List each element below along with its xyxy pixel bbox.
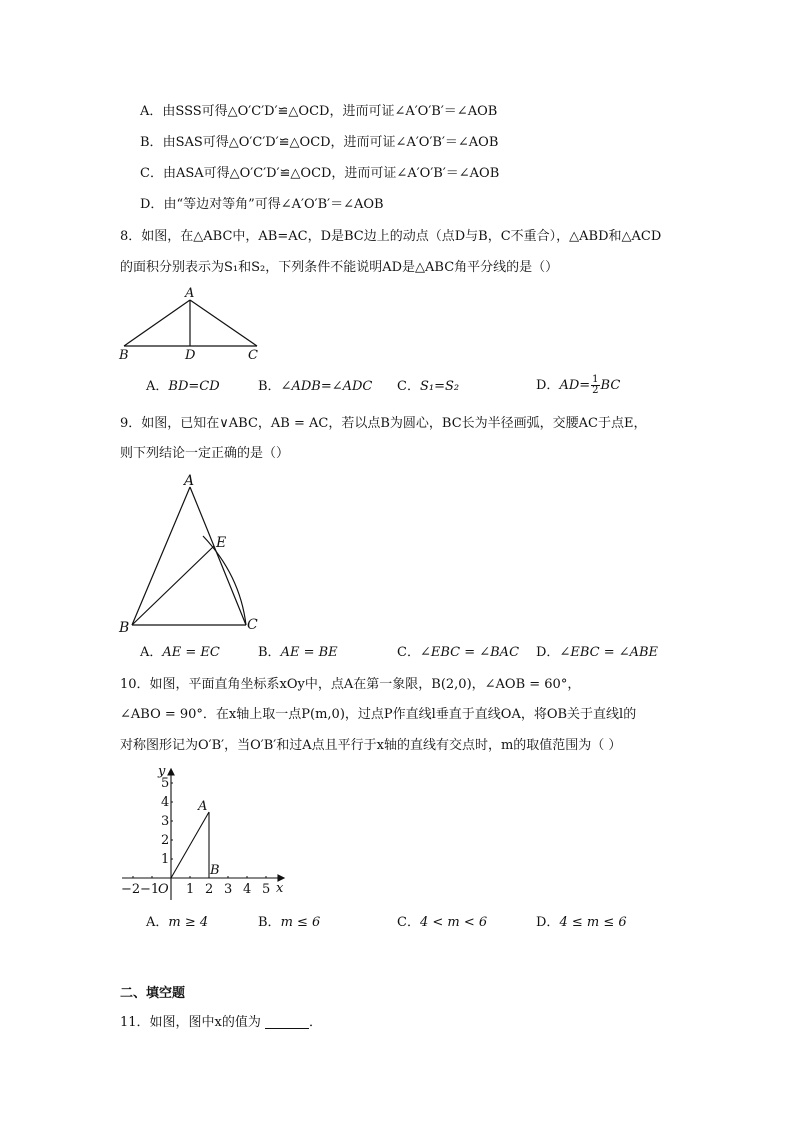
q9-arc [203, 536, 246, 625]
q8-option-c: C．S₁=S₂ [397, 379, 460, 394]
q10-option-b: B．m ≤ 6 [258, 915, 321, 930]
q8-stem-line1: 8．如图，在△ABC中，AB=AC，D是BC边上的动点（点D与B，C不重合），△ABD和△ACD [120, 229, 662, 244]
q10-stem-line1: 10．如图，平面直角坐标系xOy中，点A在第一象限，B(2,0)，∠AOB = 60°， [120, 677, 581, 692]
q8-label-d: D [185, 348, 196, 363]
q8-segment-ac [190, 300, 257, 346]
q10-option-d: D．4 ≤ m ≤ 6 [536, 915, 627, 930]
q10-x-tick-3: 3 [224, 882, 233, 897]
q10-x-tick-5: 5 [262, 882, 271, 897]
q10-option-c: C．4 < m < 6 [397, 915, 488, 930]
q8-stem-line2: 的面积分别表示为S₁和S₂，下列条件不能说明AD是△ABC角平分线的是（） [120, 260, 559, 275]
q10-stem-line2: ∠ABO = 90°．在x轴上取一点P(m,0)，过点P作直线l垂直于直线OA，将OB关于直线l的 [120, 707, 637, 722]
q9-label-c: C [247, 617, 258, 633]
q9-label-b: B [119, 620, 130, 636]
q8-option-d: D．AD= $\frac{1}{2}$ BC [536, 374, 621, 396]
q7-option-b: B．由SAS可得△O′C′D′≌△OCD，进而可证∠A′O′B′＝∠AOB [140, 135, 499, 150]
q7-option-d: D．由“等边对等角”可得∠A′O′B′＝∠AOB [140, 197, 384, 212]
q10-x-tick-4: 4 [243, 882, 252, 897]
q10-origin-label: O [158, 882, 169, 897]
q9-stem-line2: 则下列结论一定正确的是（） [120, 446, 290, 461]
q10-x-tick-2: 2 [205, 882, 214, 897]
q11-stem: 11．如图，图中x的值为 ． [120, 1015, 323, 1030]
q9-segment-ac [190, 487, 246, 625]
q10-x-axis-label: x [276, 881, 284, 896]
q7-option-c: C．由ASA可得△O′C′D′≌△OCD，进而可证∠A′O′B′＝∠AOB [140, 166, 500, 181]
q10-x-tick-neg2: −2 [121, 882, 141, 897]
q10-x-tick-neg1: −1 [140, 882, 160, 897]
q10-y-tick-2: 2 [161, 833, 170, 848]
q10-point-a-label: A [198, 799, 208, 814]
q9-segment-be [132, 546, 214, 625]
q9-option-a: A．AE = EC [140, 645, 220, 660]
q9-label-a: A [184, 473, 195, 489]
q7-option-a: A．由SSS可得△O′C′D′≌△OCD，进而可证∠A′O′B′＝∠AOB [140, 104, 498, 119]
q8-segment-ab [124, 300, 190, 346]
q8-label-b: B [119, 348, 129, 363]
q9-option-d: D．∠EBC = ∠ABE [536, 645, 659, 660]
q10-option-a: A．m ≥ 4 [146, 915, 209, 930]
q10-stem-line3: 对称图形记为O′B′，当O′B′和过A点且平行于x轴的直线有交点时，m的取值范围为（ ） [120, 738, 622, 753]
q10-y-axis-label: y [158, 764, 166, 779]
q9-label-e: E [216, 535, 227, 551]
q11-answer-blank[interactable] [265, 1028, 309, 1029]
q10-y-tick-1: 1 [161, 852, 170, 867]
section-title-fill-in: 二、填空题 [120, 986, 186, 1001]
q9-option-b: B．AE = BE [258, 645, 338, 660]
q8-label-a: A [185, 286, 195, 301]
q9-stem-line1: 9．如图，已知在∨ABC，AB = AC，若以点B为圆心，BC长为半径画弧，交腰AC于点E， [120, 416, 647, 431]
fraction-one-half: $\frac{1}{2}$ [592, 374, 599, 396]
q9-option-c: C．∠EBC = ∠BAC [397, 645, 520, 660]
q10-x-axis-arrow [278, 875, 284, 881]
q10-x-tick-1: 1 [186, 882, 195, 897]
q10-y-tick-4: 4 [161, 795, 170, 810]
q10-y-tick-5: 5 [161, 776, 170, 791]
q10-point-b-label: B [210, 863, 220, 878]
q10-y-axis-arrow [168, 769, 174, 775]
q8-label-c: C [248, 348, 258, 363]
q10-segment-oa [171, 812, 209, 878]
q8-option-a: A．BD=CD [146, 379, 220, 394]
q10-y-tick-3: 3 [161, 814, 170, 829]
q9-segment-ab [132, 487, 190, 625]
q8-option-b: B．∠ADB=∠ADC [258, 379, 373, 394]
